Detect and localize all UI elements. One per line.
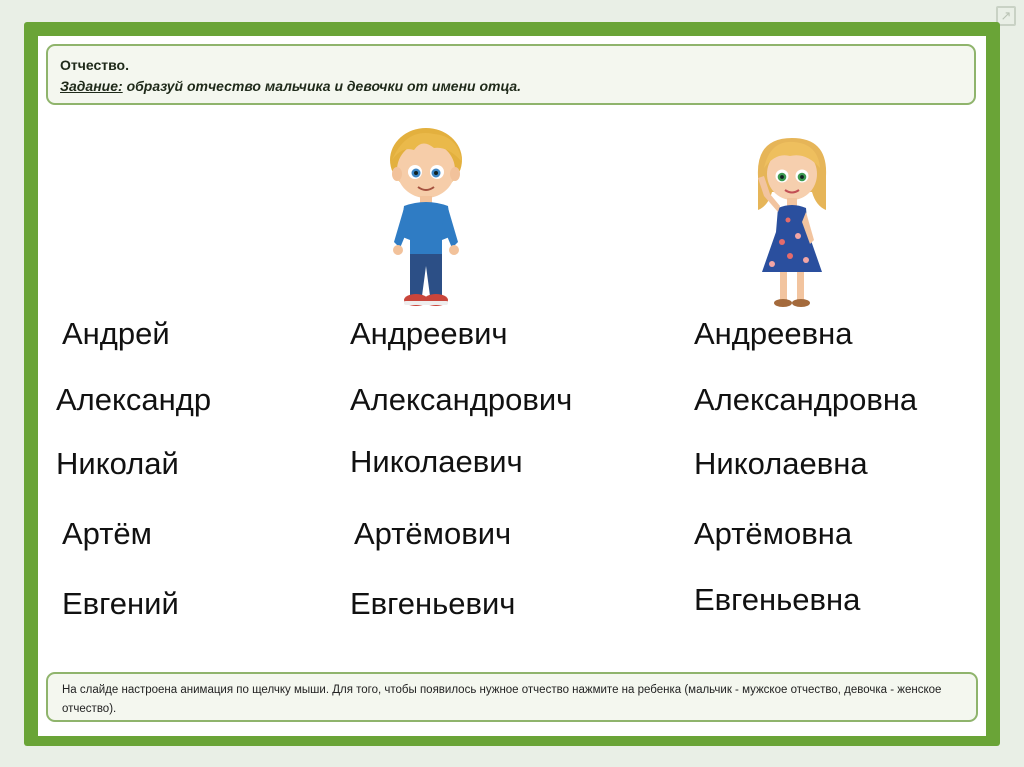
task-label: Задание: (60, 78, 123, 94)
slide-frame (24, 22, 1000, 746)
slide-title: Отчество. (60, 57, 129, 73)
father-name: Андрей (62, 316, 170, 351)
task-box (46, 44, 976, 105)
father-name: Николай (56, 446, 179, 481)
slide-content (38, 36, 986, 736)
male-patronymic: Артёмович (354, 516, 512, 551)
male-patronymic: Андреевич (350, 316, 508, 351)
task-line (60, 76, 962, 97)
father-name: Александр (56, 382, 212, 417)
male-patronymic: Евгеньевич (350, 586, 516, 621)
female-patronymic: Евгеньевна (694, 582, 861, 617)
father-name: Евгений (62, 586, 179, 621)
instruction-note (46, 672, 978, 722)
task-text: образуй отчество мальчика и девочки от имени отца. (122, 78, 522, 94)
boy-illustration[interactable] (376, 124, 476, 310)
corner-icon: ↗ (996, 6, 1016, 26)
female-patronymic: Артёмовна (694, 516, 853, 551)
boy-icon (376, 124, 476, 310)
girl-icon (742, 132, 842, 312)
female-patronymic: Андреевна (694, 316, 853, 351)
instruction-text: На слайде настроена анимация по щелчку мыши. Для того, чтобы появилось нужное отчество нажмите на ребенка (мальчик - мужское отчество, девочка - женское отчество). (62, 684, 942, 715)
female-patronymic: Николаевна (694, 446, 868, 481)
girl-illustration[interactable] (742, 132, 842, 312)
male-patronymic: Николаевич (350, 444, 523, 479)
female-patronymic: Александровна (694, 382, 918, 417)
father-name: Артём (62, 516, 152, 551)
male-patronymic: Александрович (350, 382, 573, 417)
